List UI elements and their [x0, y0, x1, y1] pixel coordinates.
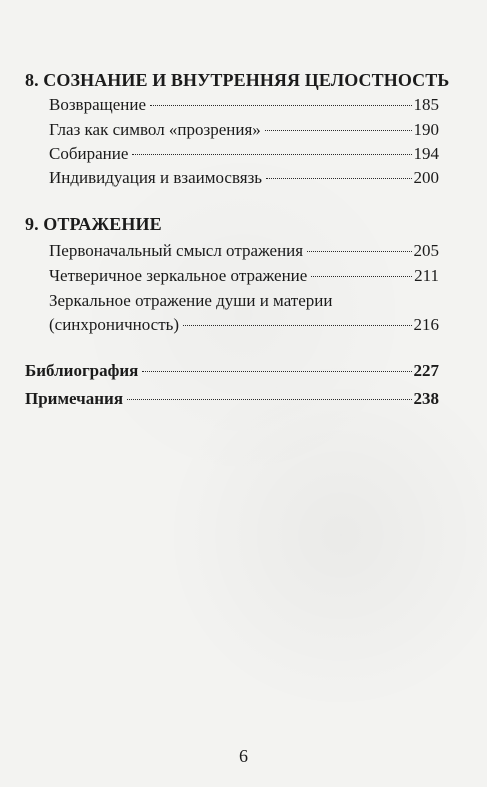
toc-entry-label: Глаз как символ «прозрения»	[49, 120, 261, 139]
toc-entry-label: (синхроничность)	[49, 315, 180, 334]
dot-leader	[265, 130, 412, 131]
toc-entry-original-meaning	[49, 241, 439, 265]
toc-entry-fourfold-mirror	[49, 266, 439, 290]
dot-leader	[307, 251, 411, 252]
toc-page-number: 216	[413, 315, 439, 334]
toc-page-number: 185	[413, 95, 439, 114]
toc-page-number: 238	[413, 389, 439, 408]
dot-leader	[266, 178, 411, 179]
toc-entry-soul-matter-line-1: Зеркальное отражение души и материи	[49, 291, 333, 310]
toc-page-number: 227	[413, 361, 439, 380]
toc-entry-label: Индивидуация и взаимосвязь	[49, 168, 263, 187]
toc-page-number: 200	[413, 168, 439, 187]
toc-entry-label: Первоначальный смысл отражения	[49, 241, 304, 260]
toc-entry-label: Примечания	[25, 389, 124, 408]
toc-page-number: 194	[413, 144, 439, 163]
toc-entry-return	[49, 95, 439, 119]
section-8-title: 8. СОЗНАНИЕ И ВНУТРЕННЯЯ ЦЕЛОСТНОСТЬ	[25, 70, 450, 90]
dot-leader	[127, 399, 411, 400]
toc-entry-label: Библиография	[25, 361, 139, 380]
toc-page-number: 211	[414, 266, 439, 285]
toc-entry-label: Четверичное зеркальное отражение	[49, 266, 308, 285]
section-9-title: 9. ОТРАЖЕНИЕ	[25, 214, 162, 234]
toc-entry-label: Возвращение	[49, 95, 147, 114]
toc-entry-synchronicity	[49, 315, 439, 339]
toc-entry-notes	[25, 389, 439, 413]
dot-leader	[150, 105, 411, 106]
toc-entry-individuation	[49, 168, 439, 192]
toc-entry-eye-symbol	[49, 120, 439, 144]
toc-entry-gathering	[49, 144, 439, 168]
toc-entry-label: Собирание	[49, 144, 129, 163]
page-number: 6	[239, 746, 248, 766]
dot-leader	[132, 154, 411, 155]
toc-entry-bibliography	[25, 361, 439, 385]
dot-leader	[183, 325, 411, 326]
toc-page-number: 205	[413, 241, 439, 260]
dot-leader	[311, 276, 412, 277]
dot-leader	[142, 371, 411, 372]
toc-page-number: 190	[413, 120, 439, 139]
